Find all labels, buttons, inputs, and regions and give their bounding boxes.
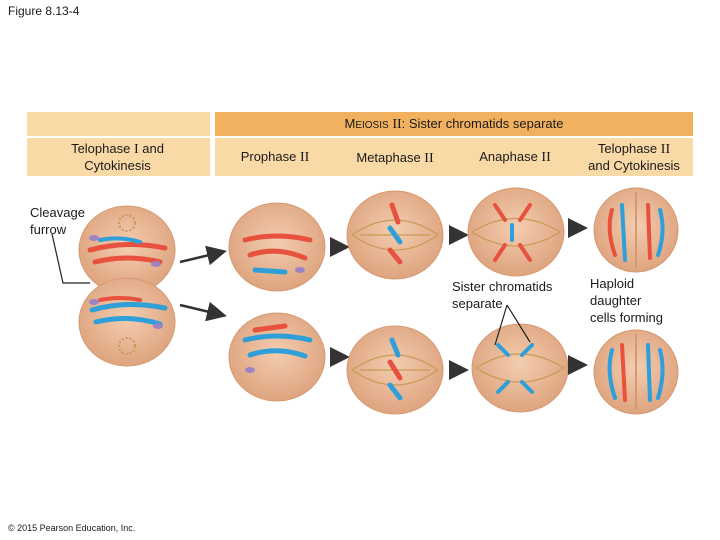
stage-telophase2: Telophase II and Cytokinesis	[588, 141, 680, 173]
stage-anaphase2: Anaphase II	[479, 149, 551, 165]
telophase2-cells	[594, 188, 678, 414]
arrow-1	[180, 252, 222, 262]
haploid-label: Haploid daughter cells forming	[590, 276, 663, 325]
stage-prophase2: Prophase II	[240, 149, 310, 165]
meiosis2-title: MEIOSIS II: Sister chromatids separate	[344, 116, 564, 132]
telophase1-cells	[79, 206, 175, 366]
metaphase2-cells	[347, 191, 443, 414]
stage-telophase1: Telophase I and Cytokinesis	[71, 141, 164, 173]
cleavage-furrow-label: Cleavage furrow	[30, 205, 85, 237]
figure-label: Figure 8.13-4	[8, 4, 80, 18]
anaphase2-cells	[468, 188, 568, 412]
arrow-2	[180, 305, 222, 315]
copyright: © 2015 Pearson Education, Inc.	[8, 523, 136, 533]
stage-metaphase2: Metaphase II	[356, 150, 434, 166]
prophase2-cells	[229, 203, 325, 401]
sister-chromatids-label: Sister chromatids separate	[452, 279, 553, 311]
